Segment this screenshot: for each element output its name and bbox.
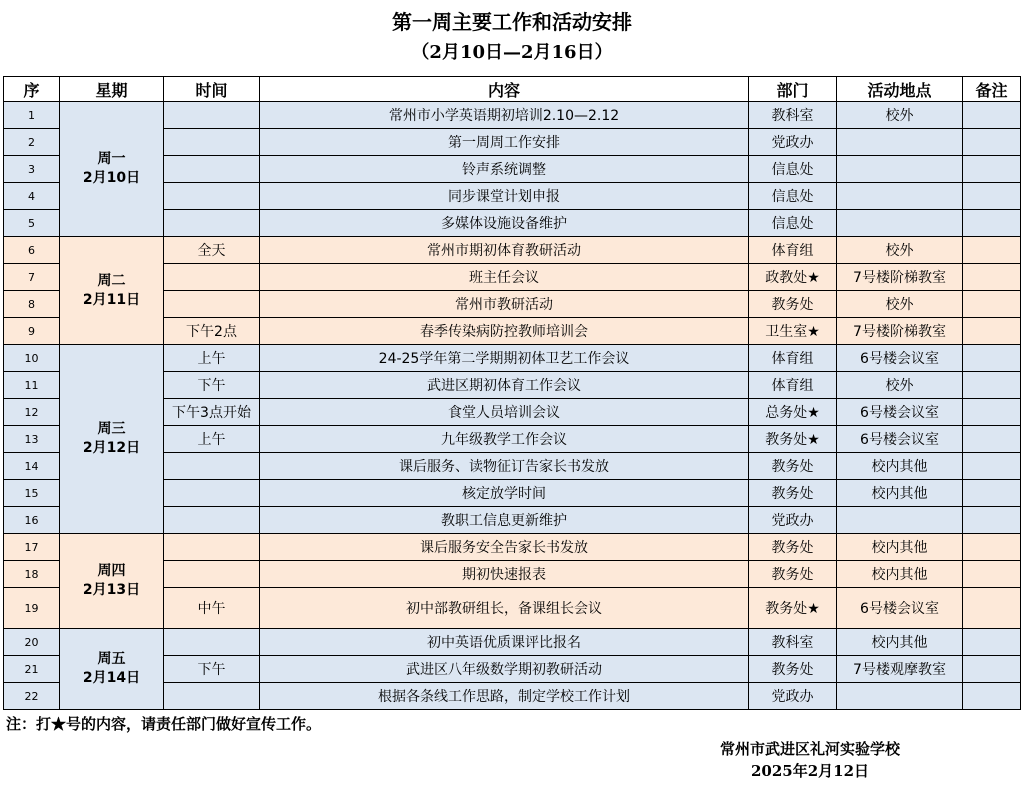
- school-name: 常州市武进区礼河实验学校: [719, 740, 900, 758]
- dept-cell: 信息处: [749, 210, 837, 237]
- time-cell: 下午: [164, 372, 260, 399]
- content-cell: 常州市期初体育教研活动: [260, 237, 749, 264]
- time-cell: 下午3点开始: [164, 399, 260, 426]
- day-cell-friday: [60, 629, 164, 710]
- time-cell: [164, 156, 260, 183]
- seq-cell: 20: [4, 629, 60, 656]
- dept-cell: 教务处: [749, 480, 837, 507]
- time-cell: 上午: [164, 426, 260, 453]
- seq-cell: 22: [4, 683, 60, 710]
- time-cell: [164, 291, 260, 318]
- content-cell: 期初快速报表: [260, 561, 749, 588]
- place-cell: 6号楼会议室: [837, 345, 963, 372]
- dept-cell: 卫生室★: [749, 318, 837, 345]
- table-row: [4, 534, 1021, 561]
- table-row: [4, 102, 1021, 129]
- seq-cell: 5: [4, 210, 60, 237]
- place-cell: [837, 129, 963, 156]
- place-cell: 校外: [837, 372, 963, 399]
- dept-cell: 教务处★: [749, 588, 837, 629]
- content-cell: 常州市教研活动: [260, 291, 749, 318]
- note-cell: [963, 480, 1021, 507]
- table-row: [4, 345, 1021, 372]
- time-cell: [164, 183, 260, 210]
- time-cell: [164, 129, 260, 156]
- header-time: 时间: [164, 77, 260, 102]
- seq-cell: 13: [4, 426, 60, 453]
- dept-cell: 体育组: [749, 372, 837, 399]
- seq-cell: 17: [4, 534, 60, 561]
- day-cell-tuesday: [60, 237, 164, 345]
- dept-cell: 教务处: [749, 453, 837, 480]
- day-cell-monday: [60, 102, 164, 237]
- seq-cell: 7: [4, 264, 60, 291]
- content-cell: 核定放学时间: [260, 480, 749, 507]
- note-cell: [963, 291, 1021, 318]
- time-cell: 全天: [164, 237, 260, 264]
- note-cell: [963, 129, 1021, 156]
- note-cell: [963, 426, 1021, 453]
- time-cell: [164, 210, 260, 237]
- table-row: [4, 237, 1021, 264]
- content-cell: 24-25学年第二学期期初体卫艺工作会议: [260, 345, 749, 372]
- place-cell: [837, 183, 963, 210]
- seq-cell: 18: [4, 561, 60, 588]
- seq-cell: 11: [4, 372, 60, 399]
- header-weekday: 星期: [60, 77, 164, 102]
- note-cell: [963, 264, 1021, 291]
- note-cell: [963, 507, 1021, 534]
- dept-cell: 党政办: [749, 507, 837, 534]
- dept-cell: 教务处: [749, 561, 837, 588]
- dept-cell: 信息处: [749, 183, 837, 210]
- note-cell: [963, 534, 1021, 561]
- place-cell: 7号楼观摩教室: [837, 656, 963, 683]
- day-name: 周二: [97, 272, 126, 289]
- day-date: 2月13日: [82, 582, 141, 598]
- day-cell-thursday: [60, 534, 164, 629]
- time-cell: [164, 264, 260, 291]
- dept-cell: 体育组: [749, 237, 837, 264]
- seq-cell: 6: [4, 237, 60, 264]
- time-cell: 上午: [164, 345, 260, 372]
- content-cell: 九年级教学工作会议: [260, 426, 749, 453]
- note-cell: [963, 345, 1021, 372]
- content-cell: 初中部教研组长，备课组长会议: [260, 588, 749, 629]
- place-cell: 6号楼会议室: [837, 588, 963, 629]
- header-seq: 序: [4, 77, 60, 102]
- dept-cell: 政教处★: [749, 264, 837, 291]
- dept-cell: 教科室: [749, 629, 837, 656]
- content-cell: 班主任会议: [260, 264, 749, 291]
- time-cell: 下午: [164, 656, 260, 683]
- day-date: 2月10日: [82, 170, 141, 186]
- content-cell: 多媒体设施设备维护: [260, 210, 749, 237]
- dept-cell: 信息处: [749, 156, 837, 183]
- content-cell: 课后服务安全告家长书发放: [260, 534, 749, 561]
- note-cell: [963, 399, 1021, 426]
- header-place: 活动地点: [837, 77, 963, 102]
- schedule-table: [3, 76, 1021, 710]
- page-title: 第一周主要工作和活动安排: [392, 10, 632, 34]
- content-cell: 根据各条线工作思路，制定学校工作计划: [260, 683, 749, 710]
- place-cell: 6号楼会议室: [837, 426, 963, 453]
- note-cell: [963, 683, 1021, 710]
- header-content: 内容: [260, 77, 749, 102]
- place-cell: 校内其他: [837, 534, 963, 561]
- place-cell: 7号楼阶梯教室: [837, 318, 963, 345]
- dept-cell: 党政办: [749, 683, 837, 710]
- seq-cell: 8: [4, 291, 60, 318]
- content-cell: 武进区八年级数学期初教研活动: [260, 656, 749, 683]
- seq-cell: 14: [4, 453, 60, 480]
- note-cell: [963, 588, 1021, 629]
- place-cell: 校外: [837, 102, 963, 129]
- seq-cell: 12: [4, 399, 60, 426]
- seq-cell: 1: [4, 102, 60, 129]
- dept-cell: 教务处: [749, 656, 837, 683]
- time-cell: [164, 480, 260, 507]
- place-cell: 6号楼会议室: [837, 399, 963, 426]
- time-cell: [164, 453, 260, 480]
- content-cell: 教职工信息更新维护: [260, 507, 749, 534]
- note-cell: [963, 156, 1021, 183]
- seq-cell: 10: [4, 345, 60, 372]
- seq-cell: 2: [4, 129, 60, 156]
- day-name: 周三: [97, 421, 126, 437]
- time-cell: [164, 629, 260, 656]
- page-subtitle: （2月10日—2月16日）: [411, 42, 613, 63]
- content-cell: 铃声系统调整: [260, 156, 749, 183]
- header-row: [4, 77, 1021, 102]
- place-cell: 校内其他: [837, 629, 963, 656]
- seq-cell: 19: [4, 588, 60, 629]
- content-cell: 初中英语优质课评比报名: [260, 629, 749, 656]
- time-cell: [164, 534, 260, 561]
- time-cell: [164, 507, 260, 534]
- note-cell: [963, 372, 1021, 399]
- dept-cell: 体育组: [749, 345, 837, 372]
- content-cell: 春季传染病防控教师培训会: [260, 318, 749, 345]
- note-cell: [963, 210, 1021, 237]
- table-row: [4, 629, 1021, 656]
- dept-cell: 教务处: [749, 291, 837, 318]
- place-cell: [837, 210, 963, 237]
- time-cell: [164, 102, 260, 129]
- seq-cell: 15: [4, 480, 60, 507]
- day-date: 2月14日: [82, 670, 141, 686]
- note-cell: [963, 629, 1021, 656]
- seq-cell: 4: [4, 183, 60, 210]
- day-date: 2月11日: [82, 291, 141, 308]
- header-note: 备注: [963, 77, 1021, 102]
- place-cell: 校外: [837, 237, 963, 264]
- place-cell: 校内其他: [837, 453, 963, 480]
- day-name: 周四: [97, 563, 126, 579]
- place-cell: [837, 683, 963, 710]
- content-cell: 武进区期初体育工作会议: [260, 372, 749, 399]
- time-cell: 中午: [164, 588, 260, 629]
- day-name: 周五: [97, 651, 126, 667]
- place-cell: 校外: [837, 291, 963, 318]
- day-cell-wednesday: [60, 345, 164, 534]
- seq-cell: 21: [4, 656, 60, 683]
- note-cell: [963, 453, 1021, 480]
- seq-cell: 16: [4, 507, 60, 534]
- dept-cell: 总务处★: [749, 399, 837, 426]
- note-cell: [963, 561, 1021, 588]
- note-cell: [963, 183, 1021, 210]
- time-cell: [164, 561, 260, 588]
- content-cell: 同步课堂计划申报: [260, 183, 749, 210]
- day-name: 周一: [97, 151, 126, 167]
- dept-cell: 党政办: [749, 129, 837, 156]
- content-cell: 食堂人员培训会议: [260, 399, 749, 426]
- note-cell: [963, 102, 1021, 129]
- time-cell: 下午2点: [164, 318, 260, 345]
- content-cell: 第一周周工作安排: [260, 129, 749, 156]
- note-cell: [963, 656, 1021, 683]
- content-cell: 常州市小学英语期初培训2.10—2.12: [260, 102, 749, 129]
- header-dept: 部门: [749, 77, 837, 102]
- time-cell: [164, 683, 260, 710]
- dept-cell: 教科室: [749, 102, 837, 129]
- seq-cell: 3: [4, 156, 60, 183]
- dept-cell: 教务处: [749, 534, 837, 561]
- place-cell: 7号楼阶梯教室: [837, 264, 963, 291]
- day-date: 2月12日: [82, 440, 141, 456]
- place-cell: 校内其他: [837, 480, 963, 507]
- place-cell: [837, 156, 963, 183]
- footnote: 注：打★号的内容，请责任部门做好宣传工作。: [6, 715, 322, 733]
- seq-cell: 9: [4, 318, 60, 345]
- dept-cell: 教务处★: [749, 426, 837, 453]
- place-cell: 校内其他: [837, 561, 963, 588]
- note-cell: [963, 237, 1021, 264]
- note-cell: [963, 318, 1021, 345]
- place-cell: [837, 507, 963, 534]
- content-cell: 课后服务、读物征订告家长书发放: [260, 453, 749, 480]
- issue-date: 2025年2月12日: [750, 762, 870, 780]
